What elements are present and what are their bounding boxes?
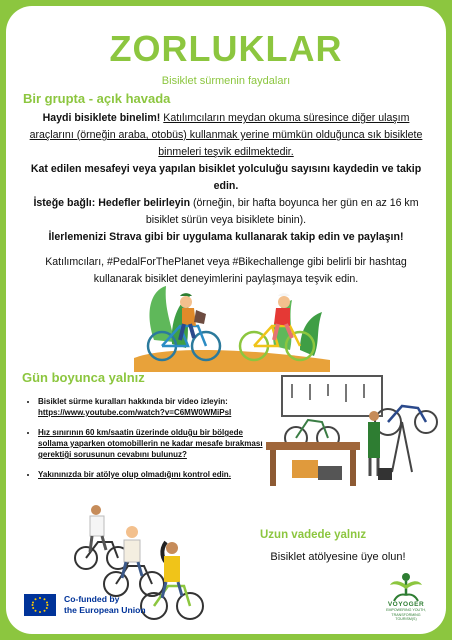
p1-bold: Haydi bisiklete binelim! (42, 112, 161, 124)
section1-p5: Katılımcıları, #PedalForThePlanet veya #Bikechallenge gibi belirli bir hashtag kullanarak bisiklet deneyimlerini paylaşmaya teşvik edin. (45, 256, 407, 285)
voyager-tagline1: EMPOWERING YOUTH, (386, 608, 426, 612)
section1-p2: Kat edilen mesafeyi veya yapılan bisiklet yolculuğu sayısını kaydedin ve takip edin. (30, 163, 422, 192)
cyclists-illustration (124, 280, 340, 372)
bike-workshop-illustration (262, 372, 438, 490)
voyager-tagline2: TRANSFORMING (391, 612, 421, 617)
voyager-logo-icon (386, 571, 426, 601)
section1-p3: İsteğe bağlı: Hedefler belirleyin (örneğin, bir hafta boyunca her gün en az 16 km bisiklet sürün veya bisiklete binin). (33, 197, 419, 226)
eu-flag-icon (24, 594, 56, 616)
voyager-logo (378, 571, 434, 622)
voyager-tagline3: TOURISM(S) (395, 617, 417, 621)
page-card (6, 6, 446, 634)
section3-heading: Uzun vadede yalnız (260, 529, 367, 541)
section2-bullets (20, 396, 268, 489)
page-subtitle: Bisiklet sürmenin faydaları (161, 75, 291, 87)
section1-heading: Bir grupta - açık havada (23, 91, 171, 106)
section3-text: Bisiklet atölyesine üye olun! (270, 551, 406, 563)
section2-heading: Gün boyunca yalnız (22, 370, 145, 385)
p1-underline: Katılımcıların meydan okuma süresince diğer ulaşım araçlarını (örneğin araba, otobüs) kullanmak yerine mümkün olduğunca sık bisiklete binmeleri teşvik edilmektedir. (29, 112, 423, 158)
voyager-name: VOYOGER (387, 601, 425, 608)
video-link[interactable]: https://www.youtube.com/watch?v=C6MW0WMiPsI (38, 408, 232, 417)
bullet-overtaking: • Hız sınırının 60 km/saatin üzerinde olduğu bir bölgede sollama yaparken otomobillerin ne kadar mesafe bırakması gerektiği sorusunun cevabını bulunuz? (38, 427, 268, 460)
page-title: ZORLUKLAR (109, 28, 343, 69)
bullet-workshop: • Yakınınızda bir atölye olup olmadığını kontrol edin. (38, 469, 268, 480)
eu-line1: Co-funded by (64, 594, 120, 604)
eu-line2: the European Union (64, 605, 146, 615)
section1-p1 (24, 110, 428, 161)
bullet-video: • Bisiklet sürme kuralları hakkında bir video izleyin: https://www.youtube.com/watch?v=C6MW0WMiPsI (38, 396, 268, 418)
section1-p4: İlerlemenizi Strava gibi bir uygulama kullanarak takip edin ve paylaşın! (48, 231, 404, 243)
section1-body (24, 110, 428, 246)
eu-cofunded-badge (24, 594, 146, 616)
